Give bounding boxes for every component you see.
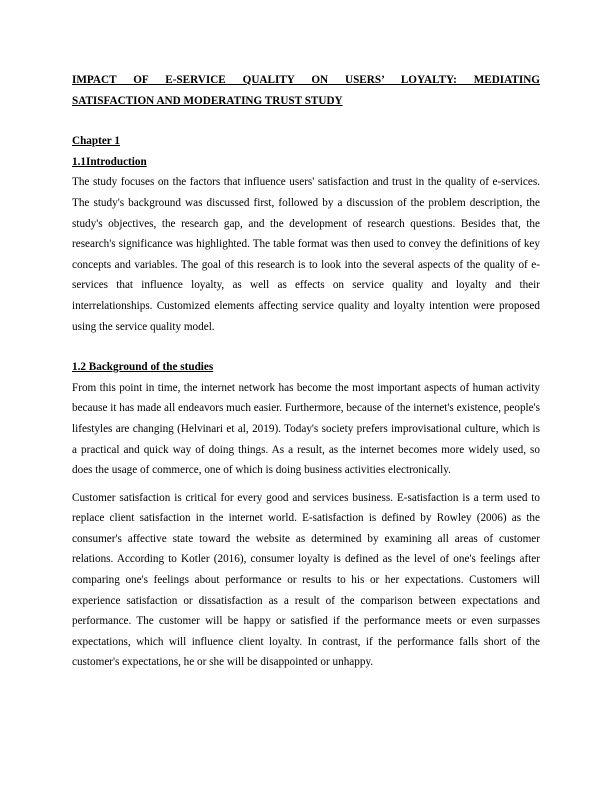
chapter-heading: Chapter 1 (72, 135, 120, 148)
title-line-2: SATISFACTION AND MODERATING TRUST STUDY (72, 94, 343, 107)
document-page (72, 70, 540, 673)
document-title (72, 70, 540, 111)
intro-heading: 1.1Introduction (72, 155, 147, 168)
intro-paragraph: The study focuses on the factors that influence users' satisfaction and trust in the quality of e-services. The study's background was discussed first, followed by a discussion of the problem description, the study's objectives, the research gap, and the development of research questions. Besides that, the research's significance was highlighted. The table format was then used to convey the definitions of key concepts and variables. The goal of this research is to look into the several aspects of the quality of e-services that influence loyalty, as well as effects on service quality and loyalty and their interrelationships. Customized elements affecting service quality and loyalty intention were proposed using the service quality model. (72, 176, 540, 333)
title-line-1: IMPACT OF E-SERVICE QUALITY ON USERS’ LOYALTY: MEDIATING (72, 74, 540, 86)
background-heading: 1.2 Background of the studies (72, 361, 214, 374)
background-paragraph-2: Customer satisfaction is critical for every good and services business. E-satisfaction is a term used to replace client satisfaction in the internet world. E-satisfaction is defined by Rowley (2006) as the consumer's affective state toward the website as determined by examining all areas of customer relations. According to Kotler (2016), consumer loyalty is defined as the level of one's feelings after comparing one's feelings about performance or results to his or her expectations. Customers will experience satisfaction or dissatisfaction as a result of the comparison between expectations and performance. The customer will be happy or satisfied if the performance meets or even surpasses expectations, which will influence client loyalty. In contrast, if the performance falls short of the customer's expectations, he or she will be disappointed or unhappy. (72, 491, 540, 669)
background-paragraph-1: From this point in time, the internet network has become the most important aspects of human activity because it has made all endeavors much easier. Furthermore, because of the internet's existence, people's lifestyles are changing (Helvinari et al, 2019). Today's society prefers improvisational culture, which is a practical and quick way of doing things. As a result, as the internet becomes more widely used, so does the usage of commerce, one of which is doing business activities electronically. (72, 381, 540, 477)
